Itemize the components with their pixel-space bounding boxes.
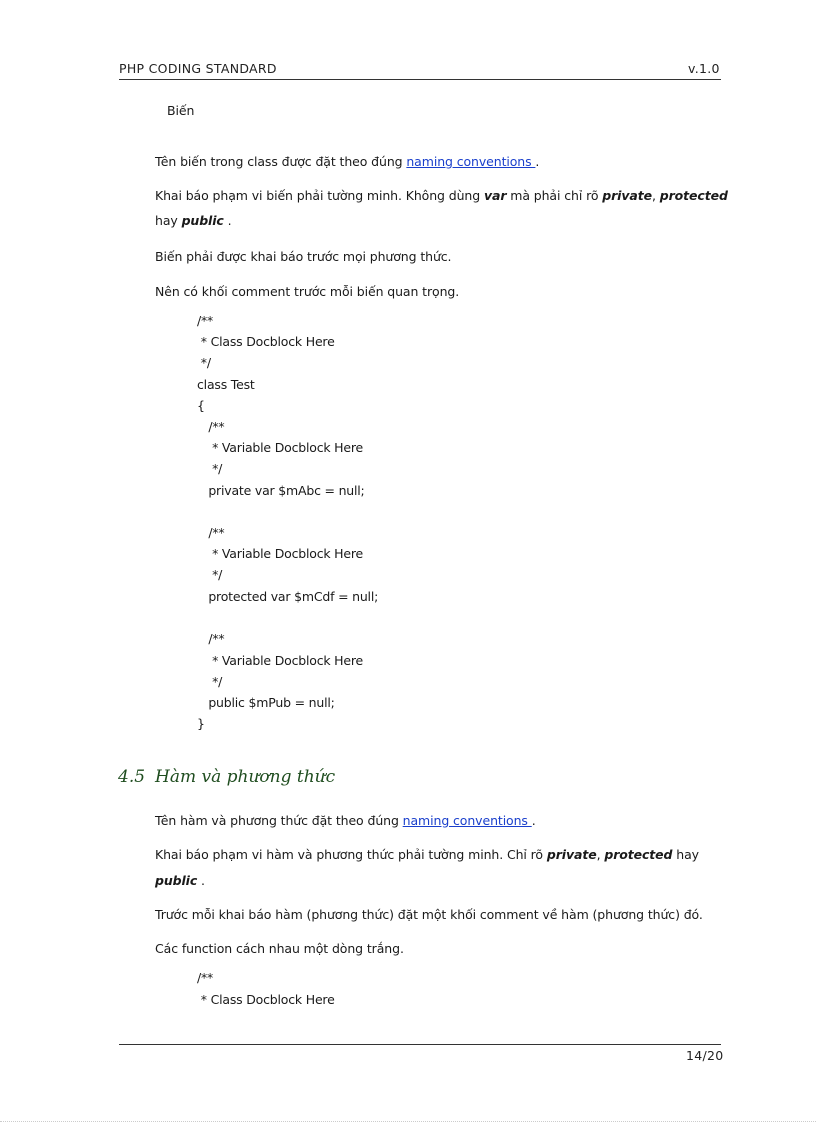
paragraph	[155, 813, 536, 828]
text: Khai báo phạm vi hàm và phương thức phải tường minh. Chỉ rõ	[155, 847, 547, 862]
keyword: private	[546, 847, 597, 862]
paragraph: Trước mỗi khai báo hàm (phương thức) đặt một khối comment về hàm (phương thức) đó.	[155, 907, 703, 922]
naming-conventions-link[interactable]: naming conventions	[406, 154, 536, 169]
text: .	[197, 873, 205, 888]
code-line: /**	[197, 313, 214, 328]
text: Khai báo phạm vi biến phải tường minh. Không dùng	[155, 188, 484, 203]
text: ,	[596, 847, 605, 862]
text: Tên biến trong class được đặt theo đúng	[155, 154, 407, 169]
paragraph	[155, 188, 728, 203]
paragraph: Biến phải được khai báo trước mọi phương thức.	[155, 249, 452, 264]
text: ,	[652, 188, 660, 203]
code-line: /**	[197, 419, 225, 434]
section-number: 4.5	[118, 767, 146, 787]
paragraph: Các function cách nhau một dòng trắng.	[155, 941, 404, 956]
keyword: public	[181, 213, 224, 228]
code-line: * Variable Docblock Here	[197, 440, 364, 455]
code-line: /**	[197, 631, 225, 646]
keyword: var	[483, 188, 507, 203]
keyword: private	[602, 188, 652, 203]
keyword: protected	[604, 847, 673, 862]
code-line: */	[197, 355, 211, 370]
naming-conventions-link[interactable]: naming conventions	[402, 813, 532, 828]
text: .	[223, 213, 232, 228]
keyword: protected	[659, 188, 728, 203]
paragraph	[155, 154, 539, 169]
header-title: PHP CODING STANDARD	[119, 61, 277, 76]
header-version: v.1.0	[688, 61, 720, 76]
code-line: * Variable Docblock Here	[197, 653, 364, 668]
text: mà phải chỉ rõ	[506, 188, 603, 203]
text: Tên hàm và phương thức đặt theo đúng	[155, 813, 403, 828]
page-edge	[0, 1121, 816, 1122]
code-line: */	[197, 674, 223, 689]
code-line: * Variable Docblock Here	[197, 546, 364, 561]
section-title: Hàm và phương thức	[155, 767, 336, 787]
footer-rule	[119, 1044, 721, 1045]
header-rule	[119, 79, 721, 80]
paragraph: Nên có khối comment trước mỗi biến quan trọng.	[155, 284, 460, 299]
text: hay	[155, 213, 182, 228]
subsection-heading: Biến	[167, 103, 195, 118]
paragraph-line	[155, 873, 205, 888]
code-line: public $mPub = null;	[197, 695, 335, 710]
text: .	[535, 154, 540, 169]
code-line: * Class Docblock Here	[197, 334, 335, 349]
code-line: {	[197, 398, 205, 413]
paragraph	[155, 847, 699, 862]
text: hay	[672, 847, 699, 862]
code-line: */	[197, 461, 223, 476]
code-line: class Test	[197, 377, 255, 392]
code-line: /**	[197, 525, 225, 540]
code-line: * Class Docblock Here	[197, 992, 335, 1007]
code-line: }	[197, 716, 205, 731]
keyword: public	[155, 873, 198, 888]
paragraph-line	[155, 213, 232, 228]
text: .	[531, 813, 536, 828]
code-line: */	[197, 567, 223, 582]
code-line: protected var $mCdf = null;	[197, 589, 379, 604]
page-number: 14/20	[686, 1048, 724, 1063]
code-line: private var $mAbc = null;	[197, 483, 365, 498]
code-line: /**	[197, 970, 214, 985]
